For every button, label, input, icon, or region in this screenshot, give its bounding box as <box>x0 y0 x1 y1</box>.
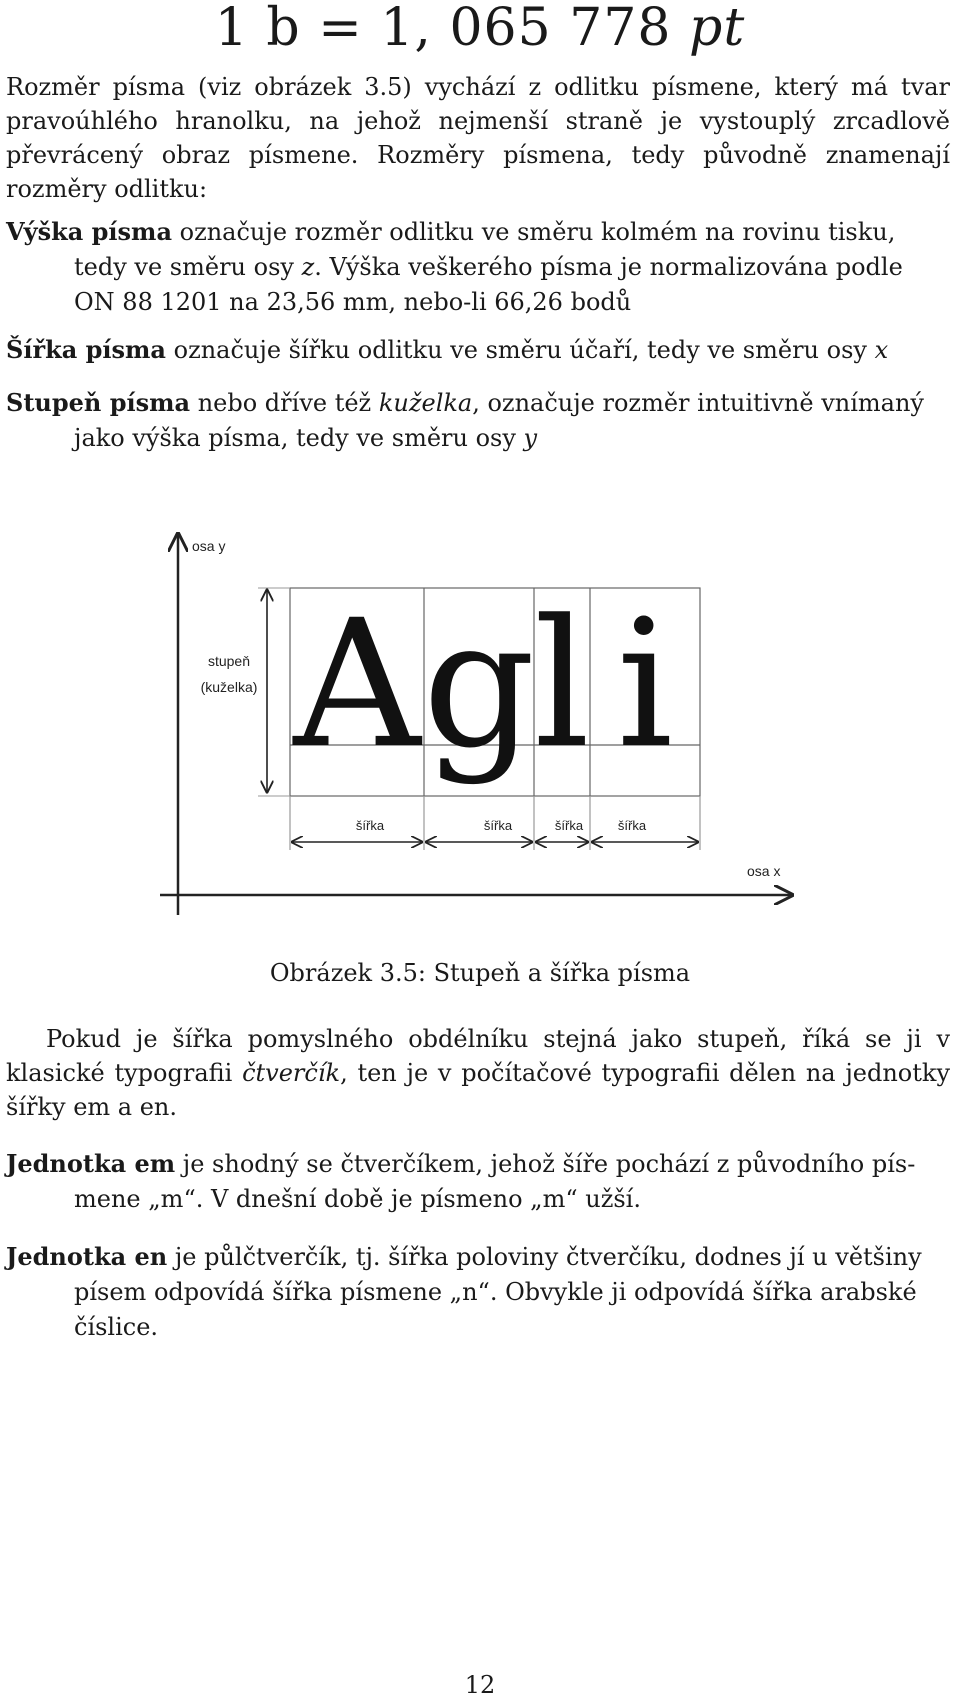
width-label: šířka <box>617 818 647 833</box>
definition-term: Výška písma <box>6 217 172 246</box>
definition-text: , označuje rozměr intuitivně vnímaný <box>472 389 924 417</box>
axis-variable: z <box>301 253 315 281</box>
definition-sirka <box>6 332 950 368</box>
paragraph-text: Pokud je šířka pomyslného obdélníku stejná jako stupeň, říká se ji v klasické typografii <box>6 1025 950 1087</box>
definition-vyska <box>6 214 950 320</box>
definition-text: označuje šířku odlitku ve směru účaří, tedy ve směru osy <box>165 336 875 364</box>
definition-text: číslice. <box>74 1313 159 1341</box>
paragraph-text: , ten je v počítačové typografii dělen na jednotky šířky em a en. <box>6 1059 950 1121</box>
formula-rhs-unit: pt <box>689 0 746 58</box>
figure-type-metrics <box>150 520 800 920</box>
glyph-i: i <box>616 582 674 787</box>
width-label: šířka <box>483 818 513 833</box>
definition-term: Jednotka en <box>6 1242 168 1271</box>
glyph-l: l <box>533 582 591 787</box>
width-label: šířka <box>554 818 584 833</box>
definition-text: písem odpovídá šířka písmene „n“. Obvykle ji odpovídá šířka arabské <box>74 1278 917 1306</box>
definition-term: Šířka písma <box>6 335 166 364</box>
formula-equals: = <box>318 0 363 58</box>
axis-variable: x <box>874 336 889 364</box>
size-label-alt: (kuželka) <box>200 679 258 695</box>
definition-text: . Výška veškerého písma je normalizována podle ON 88 1201 na 23,56 mm, nebo-li 66,26 bodů <box>74 253 903 316</box>
definition-en <box>6 1239 950 1345</box>
definition-term: Jednotka em <box>6 1149 176 1178</box>
glyph-A: A <box>293 582 421 787</box>
definition-text: tedy ve směru osy <box>74 253 302 281</box>
definition-text: nebo dříve též <box>190 389 379 417</box>
figure-caption: Obrázek 3.5: Stupeň a šířka písma <box>269 959 691 987</box>
y-axis-label: osa y <box>192 538 226 554</box>
formula-heading <box>0 0 960 58</box>
glyph-g: g <box>422 582 536 787</box>
intro-paragraph: Rozměr písma (viz obrázek 3.5) vychází z odlitku písmene, který má tvar pravoúhlého hranolku, na jehož nejmenší straně je vystouplý zrcadlově převrácený obraz písmene. Rozměry písmena, tedy původně znamenají rozměry odlitku: <box>6 73 950 203</box>
paragraph-italic-term: čtverčík <box>242 1059 341 1087</box>
definition-text: jako výška písma, tedy ve směru osy <box>74 424 524 452</box>
definition-text: označuje rozměr odlitku ve směru kolmém na rovinu tisku, <box>172 218 896 246</box>
paragraph-ctvercik <box>6 1022 950 1124</box>
x-axis-label: osa x <box>747 863 781 879</box>
definition-term: Stupeň písma <box>6 388 191 417</box>
size-label: stupeň <box>207 653 251 669</box>
definition-text: mene „m“. V dnešní době je písmeno „m“ užší. <box>74 1185 641 1213</box>
page-number: 12 <box>464 1671 496 1699</box>
formula-lhs: 1 b <box>214 0 301 58</box>
axis-variable: y <box>523 424 538 452</box>
definition-text: je shodný se čtverčíkem, jehož šíře pochází z původního pís- <box>175 1150 916 1178</box>
definition-text: je půlčtverčík, tj. šířka poloviny čtverčíku, dodnes jí u většiny <box>167 1243 922 1271</box>
width-label: šířka <box>355 818 385 833</box>
formula-rhs-number: 1, 065 778 <box>380 0 672 58</box>
definition-italic-term: kuželka <box>378 389 473 417</box>
definition-em <box>6 1146 950 1217</box>
definition-stupen <box>6 385 950 456</box>
